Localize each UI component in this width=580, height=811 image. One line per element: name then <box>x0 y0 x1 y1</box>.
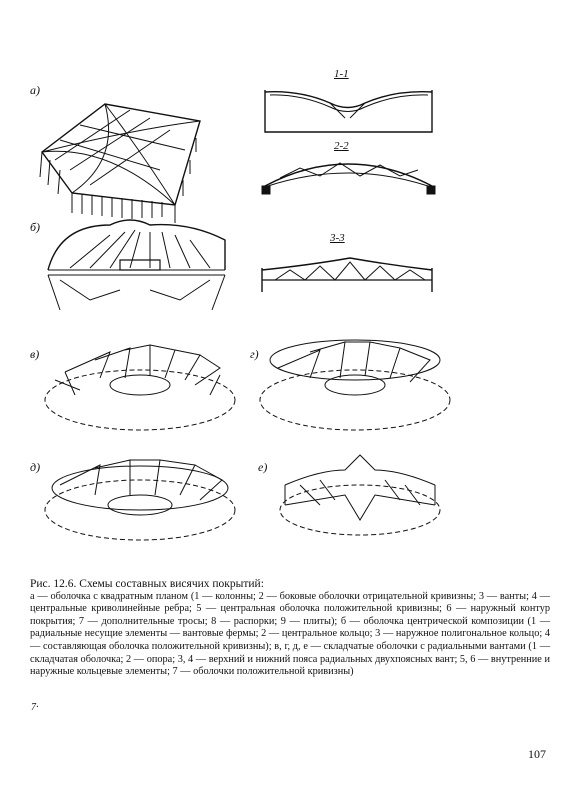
drawing-d-folded-shell <box>45 460 235 540</box>
section-title-1-1: 1-1 <box>334 68 349 80</box>
drawing-section-1-1 <box>265 90 432 132</box>
page-number: 107 <box>528 747 546 761</box>
panel-label-g: г) <box>250 347 259 361</box>
panel-label-a: а) <box>30 83 40 97</box>
caption-body: а — оболочка с квадратным планом (1 — колонны; 2 — боковые оболочки отрицательной кривизны; 3 — ванты; 4 — центральные криволинейные ребра; 5 — центральная оболочка положительной кривизны; 6 — наружный контур покрытия; 7 — дополнительные тросы; 8 — распорки; 9 — плиты); б — оболочка центрической композиции (1 — радиальные несущие элементы — вантовые фермы; 2 — центральное кольцо; 3 — наружное полигональное кольцо; 4 — составляющая оболочка положительной кривизны); в, г, д, е — складчатые оболочки с радиальными вантами (1 — складчатая оболочка; 2 — опора; 3, 4 — верхний и нижний пояса радиальных двухпоясных вант; 5, 6 — внутренние и наружные кольцевые элементы; 7 — оболочки положительной кривизны) <box>30 590 550 678</box>
drawing-section-3-3 <box>262 258 432 292</box>
caption-title: Рис. 12.6. Схемы составных висячих покрытий: <box>30 578 264 590</box>
figure-caption <box>30 578 550 679</box>
panel-label-v: в) <box>30 347 40 361</box>
panel-label-e: е) <box>258 460 268 474</box>
drawing-v-folded-shell <box>45 345 235 430</box>
panel-label-d: д) <box>30 460 41 474</box>
drawing-e-folded-shell <box>280 455 440 535</box>
drawing-b-dome <box>48 220 225 310</box>
drawing-a-square-shell <box>40 104 200 223</box>
section-title-2-2: 2-2 <box>334 140 349 152</box>
section-title-3-3: 3-3 <box>330 232 345 244</box>
drawing-section-2-2 <box>262 163 435 194</box>
panel-label-b: б) <box>30 220 41 234</box>
drawing-g-folded-shell <box>260 340 450 430</box>
corner-mark: 7· <box>31 702 39 713</box>
